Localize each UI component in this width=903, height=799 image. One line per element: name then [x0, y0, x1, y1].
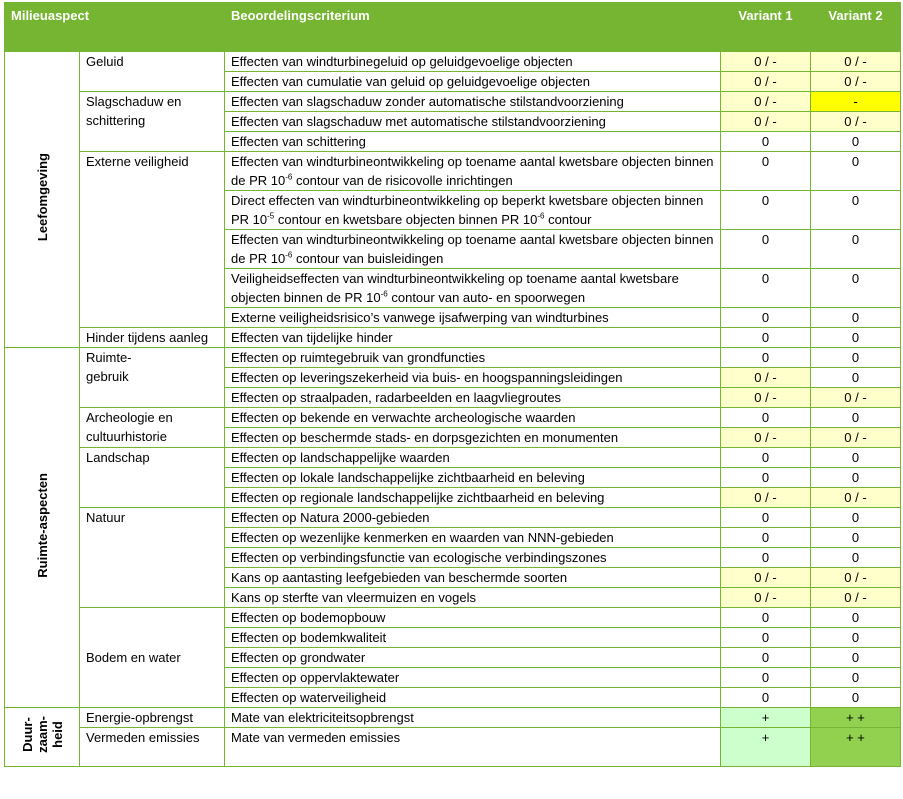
variant-1-value: 0 / -: [721, 388, 811, 408]
variant-2-value: 0: [811, 448, 901, 468]
table-row: [5, 508, 901, 528]
aspect-hinder: Hinder tijdens aanleg: [80, 328, 225, 348]
variant-1-value: 0 / -: [721, 368, 811, 388]
criterium-cell: Effecten van schittering: [225, 132, 721, 152]
variant-2-value: 0: [811, 368, 901, 388]
variant-1-value: 0: [721, 348, 811, 368]
variant-1-value: 0: [721, 328, 811, 348]
variant-1-value: 0 / -: [721, 488, 811, 508]
variant-2-value: 0: [811, 152, 901, 191]
criterium-cell: Effecten op oppervlaktewater: [225, 668, 721, 688]
aspect-energie: Energie-opbrengst: [80, 708, 225, 728]
variant-1-value: 0: [721, 448, 811, 468]
variant-1-value: 0: [721, 408, 811, 428]
variant-1-value: 0: [721, 132, 811, 152]
criterium-cell: Kans op aantasting leefgebieden van beschermde soorten: [225, 568, 721, 588]
variant-1-value: 0: [721, 152, 811, 191]
variant-2-value: 0: [811, 408, 901, 428]
header-aspect: Milieuaspect: [5, 3, 225, 52]
criterium-cell: Effecten van windturbinegeluid op geluidgevoelige objecten: [225, 52, 721, 72]
criterium-cell: Effecten op Natura 2000-gebieden: [225, 508, 721, 528]
aspect-geluid: Geluid: [80, 52, 225, 92]
variant-2-value: 0: [811, 269, 901, 308]
header-row: [5, 3, 901, 52]
aspect-natuur: Natuur: [80, 508, 225, 608]
group-ruimte-aspecten: [5, 348, 80, 708]
variant-1-value: 0 / -: [721, 92, 811, 112]
criterium-cell: Effecten op bodemkwaliteit: [225, 628, 721, 648]
variant-2-value: 0 / -: [811, 488, 901, 508]
variant-2-value: 0: [811, 132, 901, 152]
variant-2-value: 0 / -: [811, 52, 901, 72]
variant-1-value: 0: [721, 269, 811, 308]
criterium-cell: Externe veiligheidsrisico’s vanwege ijsafwerping van windturbines: [225, 308, 721, 328]
variant-1-value: 0: [721, 668, 811, 688]
variant-1-value: 0: [721, 468, 811, 488]
aspect-externe-veiligheid: Externe veiligheid: [80, 152, 225, 328]
variant-1-value: 0 / -: [721, 112, 811, 132]
criterium-cell: Effecten op bodemopbouw: [225, 608, 721, 628]
variant-1-value: 0: [721, 648, 811, 668]
criterium-cell: Mate van vermeden emissies: [225, 728, 721, 767]
variant-2-value: 0: [811, 668, 901, 688]
header-variant-1: Variant 1: [721, 3, 811, 52]
table-row: [5, 728, 901, 767]
table-row: [5, 52, 901, 72]
variant-2-value: 0 / -: [811, 72, 901, 92]
aspect-slagschaduw: Slagschaduw en schittering: [80, 92, 225, 152]
criterium-cell: Direct effecten van windturbineontwikkeling op beperkt kwetsbare objecten binnen PR $10^{-5}$ contour en kwetsbare objecten binnen PR $10^{-6}$ contour: [225, 191, 721, 230]
variant-2-value: 0: [811, 628, 901, 648]
variant-2-value: 0 / -: [811, 428, 901, 448]
criterium-cell: Effecten op verbindingsfunctie van ecologische verbindingszones: [225, 548, 721, 568]
criterium-cell: Effecten op leveringszekerheid via buis- en hoogspanningsleidingen: [225, 368, 721, 388]
variant-2-value: + +: [811, 708, 901, 728]
variant-2-value: 0 / -: [811, 112, 901, 132]
variant-2-value: 0: [811, 230, 901, 269]
criterium-cell: Mate van elektriciteitsopbrengst: [225, 708, 721, 728]
criterium-cell: Effecten op bekende en verwachte archeologische waarden: [225, 408, 721, 428]
group-label: Leefomgeving: [34, 152, 50, 242]
aspect-archeologie: Archeologie en cultuurhistorie: [80, 408, 225, 448]
group-duurzaamheid: [5, 708, 80, 767]
criterium-cell: Veiligheidseffecten van windturbineontwikkeling op toename aantal kwetsbare objecten binnen de PR $10^{-6}$ contour van auto- en spoorwegen: [225, 269, 721, 308]
variant-2-value: + +: [811, 728, 901, 767]
variant-1-value: 0 / -: [721, 428, 811, 448]
criterium-cell: Effecten op landschappelijke waarden: [225, 448, 721, 468]
criterium-cell: Effecten van cumulatie van geluid op geluidgevoelige objecten: [225, 72, 721, 92]
criterium-cell: Effecten van windturbineontwikkeling op toename aantal kwetsbare objecten binnen de PR $10^{-6}$ contour van buisleidingen: [225, 230, 721, 269]
variant-2-value: 0: [811, 468, 901, 488]
criterium-cell: Kans op sterfte van vleermuizen en vogels: [225, 588, 721, 608]
group-label: Ruimte-aspecten: [34, 472, 50, 578]
variant-1-value: 0: [721, 548, 811, 568]
criterium-cell: Effecten van tijdelijke hinder: [225, 328, 721, 348]
variant-2-value: 0: [811, 648, 901, 668]
table-row: [5, 708, 901, 728]
table-row: [5, 608, 901, 628]
variant-1-value: 0 / -: [721, 72, 811, 92]
header-variant-2: Variant 2: [811, 3, 901, 52]
variant-2-value: 0: [811, 348, 901, 368]
criterium-cell: Effecten op beschermde stads- en dorpsgezichten en monumenten: [225, 428, 721, 448]
group-leefomgeving: [5, 52, 80, 348]
criterium-cell: Effecten van slagschaduw met automatische stilstandvoorziening: [225, 112, 721, 132]
variant-1-value: 0: [721, 308, 811, 328]
table-row: [5, 348, 901, 368]
variant-2-value: 0: [811, 191, 901, 230]
variant-1-value: 0 / -: [721, 588, 811, 608]
table-row: [5, 448, 901, 468]
variant-1-value: 0: [721, 191, 811, 230]
table-row: [5, 328, 901, 348]
aspect-ruimtegebruik: Ruimte-gebruik: [80, 348, 225, 408]
table-row: [5, 92, 901, 112]
variant-1-value: 0 / -: [721, 52, 811, 72]
aspect-emissies: Vermeden emissies: [80, 728, 225, 767]
group-label: Duur- zaam- heid: [19, 716, 65, 753]
variant-1-value: 0: [721, 608, 811, 628]
variant-1-value: 0: [721, 508, 811, 528]
aspect-bodem-water: Bodem en water: [80, 608, 225, 708]
variant-2-value: 0: [811, 328, 901, 348]
variant-1-value: +: [721, 728, 811, 767]
criterium-cell: Effecten op grondwater: [225, 648, 721, 668]
variant-1-value: 0: [721, 230, 811, 269]
variant-1-value: +: [721, 708, 811, 728]
header-criterium: Beoordelingscriterium: [225, 3, 721, 52]
variant-2-value: 0: [811, 548, 901, 568]
criterium-cell: Effecten op ruimtegebruik van grondfuncties: [225, 348, 721, 368]
table-row: [5, 408, 901, 428]
variant-2-value: 0 / -: [811, 588, 901, 608]
variant-1-value: 0: [721, 688, 811, 708]
variant-2-value: 0: [811, 528, 901, 548]
variant-2-value: 0: [811, 308, 901, 328]
criterium-cell: Effecten op waterveiligheid: [225, 688, 721, 708]
variant-2-value: 0: [811, 508, 901, 528]
assessment-table: [4, 2, 901, 767]
variant-2-value: 0 / -: [811, 568, 901, 588]
criterium-cell: Effecten op wezenlijke kenmerken en waarden van NNN-gebieden: [225, 528, 721, 548]
criterium-cell: Effecten op regionale landschappelijke zichtbaarheid en beleving: [225, 488, 721, 508]
variant-2-value: 0: [811, 688, 901, 708]
criterium-cell: Effecten op straalpaden, radarbeelden en laagvliegroutes: [225, 388, 721, 408]
variant-1-value: 0: [721, 628, 811, 648]
criterium-cell: Effecten van slagschaduw zonder automatische stilstandvoorziening: [225, 92, 721, 112]
criterium-cell: Effecten van windturbineontwikkeling op toename aantal kwetsbare objecten binnen de PR $10^{-6}$ contour van de risicovolle inrichtingen: [225, 152, 721, 191]
variant-2-value: 0 / -: [811, 388, 901, 408]
variant-1-value: 0 / -: [721, 568, 811, 588]
table-row: [5, 152, 901, 191]
variant-2-value: 0: [811, 608, 901, 628]
aspect-landschap: Landschap: [80, 448, 225, 508]
variant-2-value: -: [811, 92, 901, 112]
criterium-cell: Effecten op lokale landschappelijke zichtbaarheid en beleving: [225, 468, 721, 488]
variant-1-value: 0: [721, 528, 811, 548]
